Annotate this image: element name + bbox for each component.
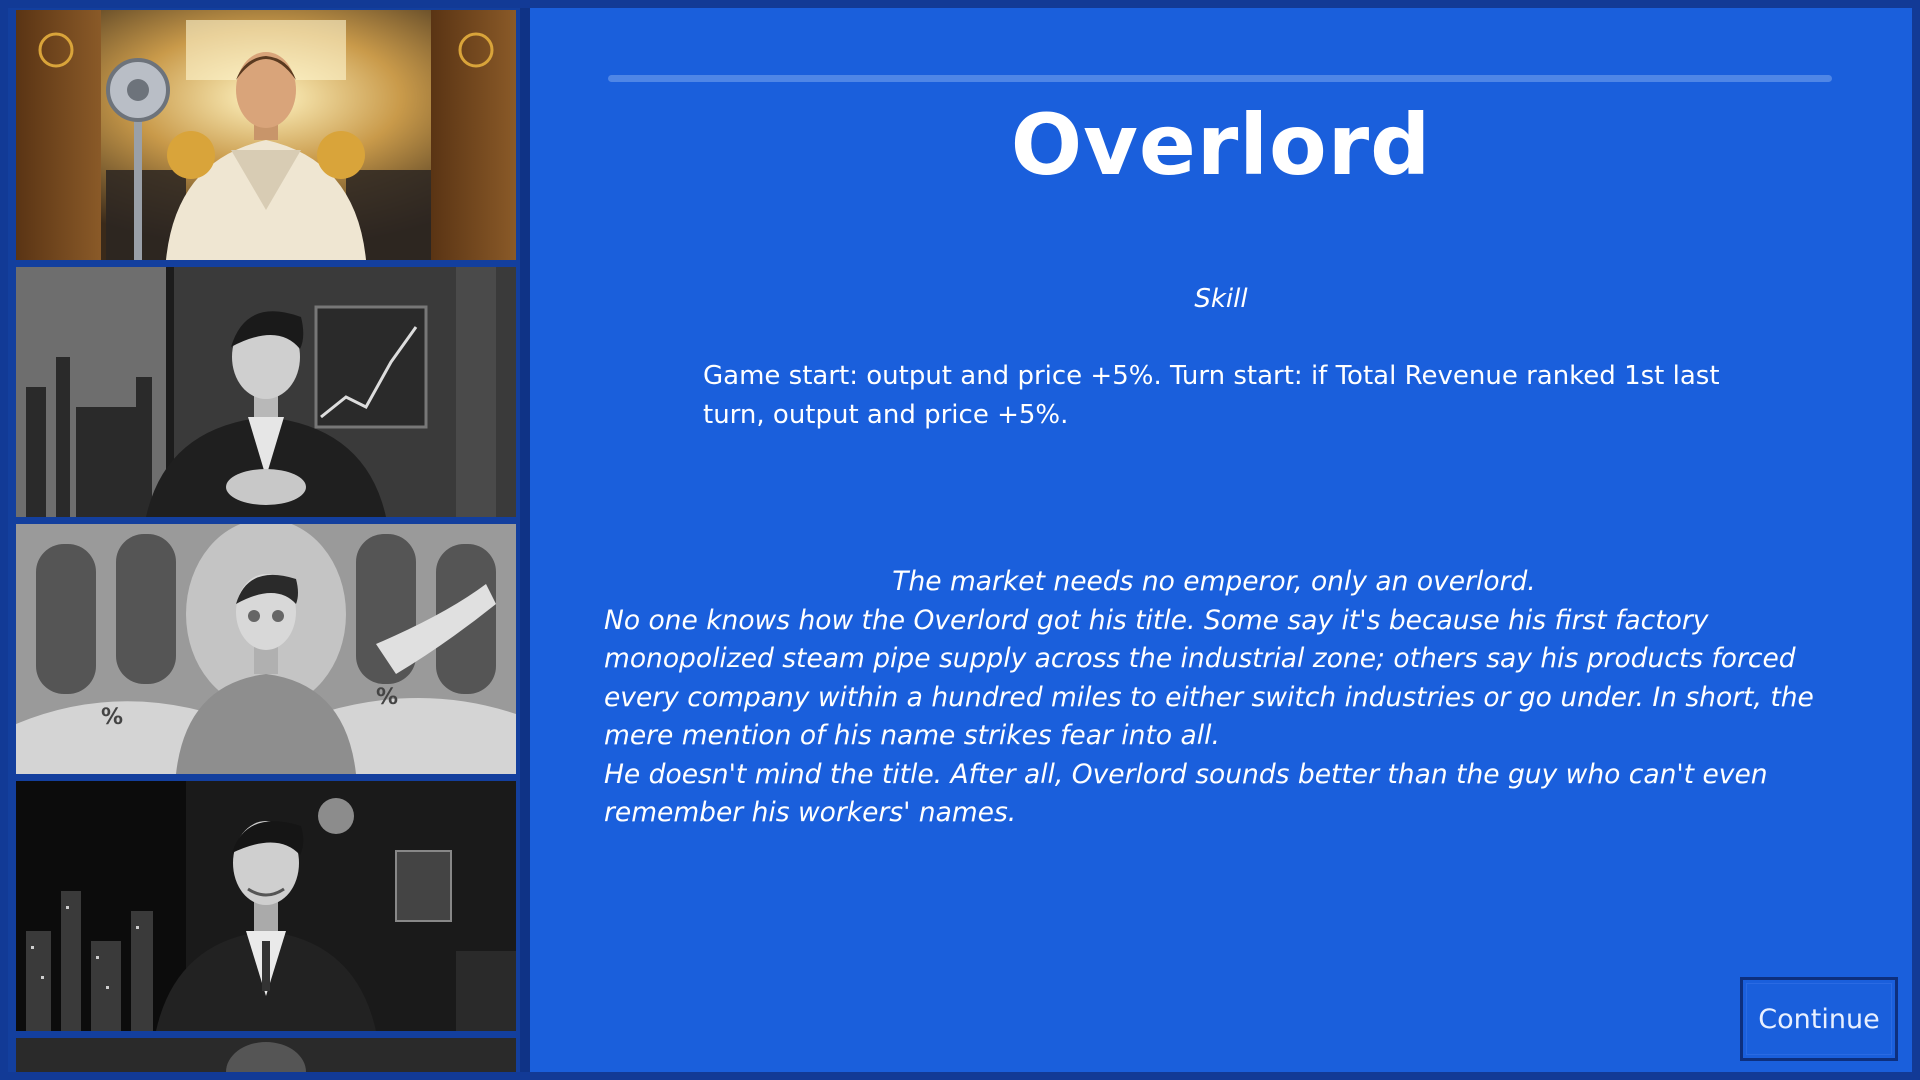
flavor-text [604, 563, 1834, 833]
skill-description: Game start: output and price +5%. Turn start: if Total Revenue ranked 1st last turn, output and price +5%. [703, 361, 1720, 430]
flavor-paragraph-1: No one knows how the Overlord got his title. Some say it's because his first factory monopolized steam pipe supply across the industrial zone; others say his products forced every company within a hundred miles to either switch industries or go under. In short, the mere mention of his name strikes fear into all. [604, 604, 1814, 751]
portrait-tycoon-night-city[interactable] [16, 781, 516, 1031]
portrait-partial[interactable] [16, 1038, 516, 1072]
portrait-strip [8, 8, 520, 1072]
title-rule [608, 75, 1832, 82]
svg-text:%: % [376, 685, 399, 710]
strip-divider [520, 8, 530, 1072]
portrait-banker-money[interactable] [16, 524, 516, 774]
portrait-overlord-color[interactable] [16, 10, 516, 260]
svg-text:%: % [101, 705, 124, 730]
skill-heading: Skill [1194, 284, 1248, 314]
flavor-paragraph-2: He doesn't mind the title. After all, Overlord sounds better than the guy who can't even remember his workers' names. [604, 758, 1768, 828]
character-detail-panel [530, 8, 1912, 1072]
flavor-quote: The market needs no emperor, only an overlord. [892, 566, 1536, 597]
continue-button[interactable]: Continue [1740, 977, 1898, 1061]
portrait-businessman-office[interactable] [16, 267, 516, 517]
character-title: Overlord [1010, 96, 1432, 194]
